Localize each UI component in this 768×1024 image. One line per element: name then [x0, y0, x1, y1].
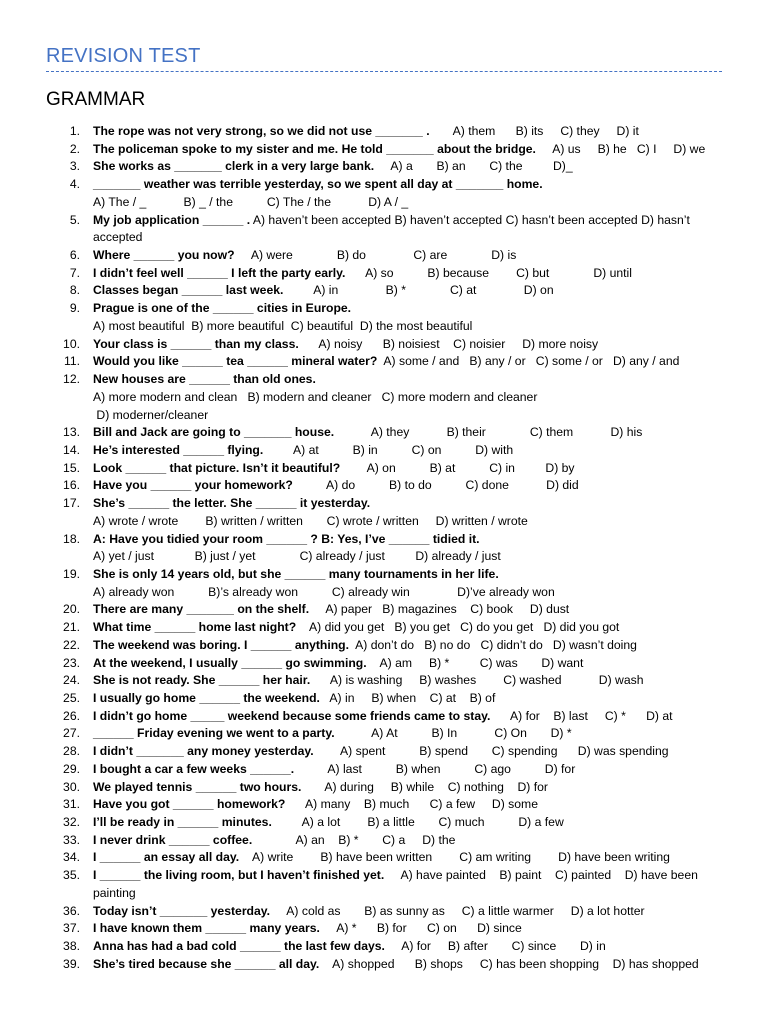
question-number: 19. — [63, 566, 80, 581]
answer-options: A) them B) its C) they D) it — [429, 124, 639, 138]
question-item — [0, 832, 768, 850]
answer-options: A) a lot B) a little C) much D) a few — [271, 815, 564, 830]
question-stem: I didn’t _______ any money yesterday. — [93, 744, 314, 759]
question-item — [0, 761, 768, 779]
question-number: 2. — [69, 141, 80, 156]
question-item — [0, 903, 768, 921]
answer-options: A) write B) have been written C) am writing D) have been writing — [239, 850, 670, 865]
question-text — [93, 672, 723, 690]
question-item — [0, 247, 768, 265]
question-list — [0, 123, 768, 974]
question-text — [93, 265, 723, 283]
question-text — [93, 176, 723, 211]
question-text — [93, 460, 723, 478]
question-stem: New houses are ______ than old ones. — [93, 372, 316, 387]
question-stem: I didn’t go home _____ weekend because some friends came to stay. — [93, 708, 491, 723]
question-number: 11. — [63, 354, 80, 369]
answer-options: A) some / and B) any / or C) some / or D) any / and — [377, 354, 680, 369]
question-number: 18. — [63, 531, 80, 546]
question-stem: Today isn’t _______ yesterday. — [93, 903, 271, 918]
question-text — [93, 477, 723, 495]
question-number: 27. — [63, 726, 80, 741]
question-text — [93, 158, 723, 176]
answer-options: A) for B) after C) since D) in — [384, 939, 606, 954]
answer-options: A) don’t do B) no do C) didn’t do D) wasn’t doing — [349, 637, 637, 652]
question-item — [0, 814, 768, 832]
question-stem: My job application ______ . — [93, 212, 251, 227]
question-text — [93, 938, 723, 956]
answer-options: A) is washing B) washes C) washed D) wash — [310, 673, 644, 688]
page-title: REVISION TEST — [46, 45, 201, 67]
question-number: 36. — [63, 903, 80, 918]
answer-options: A) noisy B) noisiest C) noisier D) more noisy — [298, 336, 599, 351]
question-item — [0, 212, 768, 247]
question-stem: The policeman spoke to my sister and me. He told _______ about the bridge. — [93, 141, 536, 156]
question-item — [0, 655, 768, 673]
answer-options: A) last B) when C) ago D) for — [294, 761, 576, 776]
question-item — [0, 477, 768, 495]
answer-options: A) they B) their C) them D) his — [334, 425, 643, 440]
question-text — [93, 247, 723, 265]
question-item — [0, 956, 768, 974]
question-number: 39. — [63, 956, 80, 971]
answer-options: A) more modern and clean B) modern and cleaner C) more modern and cleaner — [93, 389, 538, 404]
question-stem: I bought a car a few weeks ______. — [93, 761, 295, 776]
answer-options: A) spent B) spend C) spending D) was spending — [313, 744, 669, 759]
question-item — [0, 796, 768, 814]
answer-options: A) * B) for C) on D) since — [319, 921, 522, 936]
answer-options: A) yet / just B) just / yet C) already / just D) already / just — [93, 549, 501, 564]
question-text — [93, 424, 723, 442]
question-text — [93, 655, 723, 673]
question-stem: Would you like ______ tea ______ mineral water? — [93, 354, 378, 369]
question-item — [0, 353, 768, 371]
question-stem: Where ______ you now? — [93, 248, 235, 263]
question-stem: _______ weather was terrible yesterday, so we spent all day at _______ home. — [93, 177, 543, 192]
answer-options: A) haven’t been accepted B) haven’t accepted C) hasn’t been accepted D) hasn’t accepted — [93, 212, 694, 245]
question-stem: She’s tired because she ______ all day. — [93, 956, 320, 971]
answer-options: A) at B) in C) on D) with — [263, 442, 514, 457]
question-stem: What time ______ home last night? — [93, 620, 297, 635]
answer-options: A) do B) to do C) done D) did — [292, 478, 579, 493]
question-text — [93, 566, 723, 601]
answer-options: D) moderner/cleaner — [93, 407, 209, 422]
question-number: 31. — [63, 797, 80, 812]
question-number: 1. — [69, 124, 80, 138]
question-text — [93, 779, 723, 797]
question-item — [0, 743, 768, 761]
answer-options: A) during B) while C) nothing D) for — [301, 779, 548, 794]
question-number: 30. — [63, 779, 80, 794]
question-number: 38. — [63, 939, 80, 954]
question-item — [0, 849, 768, 867]
question-text — [93, 690, 723, 708]
question-number: 14. — [63, 442, 80, 457]
question-stem: Have you ______ your homework? — [93, 478, 293, 493]
question-item — [0, 867, 768, 902]
question-item — [0, 300, 768, 335]
question-number: 37. — [63, 921, 80, 936]
question-number: 3. — [69, 159, 80, 174]
question-stem: She’s ______ the letter. She ______ it yesterday. — [93, 496, 371, 511]
question-stem: I didn’t feel well ______ I left the party early. — [93, 265, 346, 280]
question-item — [0, 938, 768, 956]
question-item — [0, 141, 768, 159]
answer-options: A) an B) * C) a D) the — [252, 832, 456, 847]
question-stem: I ______ the living room, but I haven’t finished yet. — [93, 868, 385, 883]
question-item — [0, 495, 768, 530]
section-heading: GRAMMAR — [46, 89, 146, 110]
question-number: 24. — [63, 673, 80, 688]
question-item — [0, 265, 768, 283]
question-stem: The rope was not very strong, so we did not use _______ . — [93, 124, 430, 138]
question-number: 22. — [63, 637, 80, 652]
answer-options: A) a B) an C) the D)_ — [374, 159, 573, 174]
question-item — [0, 460, 768, 478]
answer-options: A) am B) * C) was D) want — [366, 655, 584, 670]
question-text — [93, 761, 723, 779]
answer-options: A) cold as B) as sunny as C) a little warmer D) a lot hotter — [270, 903, 645, 918]
question-text — [93, 743, 723, 761]
question-item — [0, 690, 768, 708]
question-text — [93, 619, 723, 637]
question-item — [0, 123, 768, 141]
question-number: 4. — [69, 177, 80, 192]
answer-options: A) At B) In C) On D) * — [334, 726, 572, 741]
question-text — [93, 353, 723, 371]
question-number: 6. — [69, 248, 80, 263]
question-text — [93, 531, 723, 566]
question-number: 8. — [69, 283, 80, 298]
question-text — [93, 956, 723, 974]
question-stem: Have you got ______ homework? — [93, 797, 286, 812]
question-number: 7. — [69, 265, 80, 280]
question-item — [0, 424, 768, 442]
question-stem: Prague is one of the ______ cities in Europe. — [93, 301, 352, 316]
question-stem: I ______ an essay all day. — [93, 850, 240, 865]
question-number: 33. — [63, 832, 80, 847]
question-text — [93, 371, 723, 424]
question-number: 32. — [63, 815, 80, 830]
question-stem: I’ll be ready in ______ minutes. — [93, 815, 272, 830]
answer-options: A) most beautiful B) more beautiful C) beautiful D) the most beautiful — [93, 318, 473, 333]
question-item — [0, 637, 768, 655]
question-text — [93, 920, 723, 938]
question-stem: I never drink ______ coffee. — [93, 832, 253, 847]
question-item — [0, 371, 768, 424]
question-item — [0, 442, 768, 460]
question-text — [93, 637, 723, 655]
question-number: 20. — [63, 602, 80, 617]
question-stem: She works as _______ clerk in a very large bank. — [93, 159, 375, 174]
question-item — [0, 725, 768, 743]
question-item — [0, 282, 768, 300]
answer-options: A) in B) * C) at D) on — [283, 283, 554, 298]
question-stem: She is only 14 years old, but she ______ many tournaments in her life. — [93, 566, 499, 581]
question-text — [93, 867, 723, 902]
answer-options: A) many B) much C) a few D) some — [285, 797, 538, 812]
question-text — [93, 708, 723, 726]
question-number: 13. — [63, 425, 80, 440]
question-stem: She is not ready. She ______ her hair. — [93, 673, 311, 688]
answer-options: A) paper B) magazines C) book D) dust — [309, 602, 570, 617]
question-item — [0, 619, 768, 637]
question-number: 26. — [63, 708, 80, 723]
question-stem: Anna has had a bad cold ______ the last few days. — [93, 939, 385, 954]
answer-options: A) The / _ B) _ / the C) The / the D) A / _ — [93, 194, 409, 209]
answer-options: A) were B) do C) are D) is — [234, 248, 517, 263]
title-divider — [46, 71, 722, 72]
question-item — [0, 176, 768, 211]
question-text — [93, 282, 723, 300]
question-item — [0, 672, 768, 690]
question-text — [93, 849, 723, 867]
answer-options: A) did you get B) you get C) do you get D) did you got — [296, 620, 620, 635]
question-stem: Your class is ______ than my class. — [93, 336, 299, 351]
answer-options: A) for B) last C) * D) at — [490, 708, 673, 723]
question-item — [0, 566, 768, 601]
question-number: 16. — [63, 478, 80, 493]
question-text — [93, 300, 723, 335]
question-number: 25. — [63, 691, 80, 705]
question-number: 35. — [63, 868, 80, 883]
question-stem: There are many _______ on the shelf. — [93, 602, 310, 617]
question-stem: I usually go home ______ the weekend. — [93, 691, 320, 705]
question-item — [0, 779, 768, 797]
answer-options: A) us B) he C) I D) we — [535, 141, 706, 156]
question-item — [0, 601, 768, 619]
question-stem: At the weekend, I usually ______ go swimming. — [93, 655, 367, 670]
question-number: 10. — [63, 336, 80, 351]
question-stem: Look ______ that picture. Isn’t it beautiful? — [93, 460, 341, 475]
question-number: 12. — [63, 372, 80, 387]
answer-options: A) already won B)’s already won C) already win D)’ve already won — [93, 584, 555, 599]
question-number: 9. — [69, 301, 80, 316]
question-number: 15. — [63, 460, 80, 475]
question-item — [0, 708, 768, 726]
question-stem: A: Have you tidied your room ______ ? B: Yes, I’ve ______ tidied it. — [93, 531, 480, 546]
question-item — [0, 336, 768, 354]
answer-options: A) have painted B) paint C) painted D) have been painting — [93, 868, 702, 900]
question-text — [93, 442, 723, 460]
answer-options: A) shopped B) shops C) has been shopping D) has shopped — [319, 956, 699, 971]
question-text — [93, 814, 723, 832]
question-number: 28. — [63, 744, 80, 759]
question-number: 29. — [63, 761, 80, 776]
answer-options: A) wrote / wrote B) written / written C) wrote / written D) written / wrote — [93, 513, 528, 528]
question-stem: We played tennis ______ two hours. — [93, 779, 302, 794]
question-number: 34. — [63, 850, 80, 865]
question-text — [93, 601, 723, 619]
question-stem: ______ Friday evening we went to a party. — [93, 726, 335, 741]
answer-options: A) so B) because C) but D) until — [345, 265, 632, 280]
question-number: 17. — [63, 496, 80, 511]
question-text — [93, 212, 723, 247]
question-stem: Classes began ______ last week. — [93, 283, 284, 298]
question-text — [93, 141, 723, 159]
question-stem: Bill and Jack are going to _______ house. — [93, 425, 335, 440]
question-item — [0, 920, 768, 938]
question-text — [93, 796, 723, 814]
question-text — [93, 725, 723, 743]
question-number: 21. — [63, 620, 80, 635]
question-number: 23. — [63, 655, 80, 670]
question-text — [93, 336, 723, 354]
question-item — [0, 158, 768, 176]
question-text — [93, 123, 723, 141]
answer-options: A) on B) at C) in D) by — [340, 460, 575, 475]
question-stem: I have known them ______ many years. — [93, 921, 320, 936]
question-text — [93, 495, 723, 530]
question-item — [0, 531, 768, 566]
question-number: 5. — [69, 212, 80, 227]
question-stem: He’s interested ______ flying. — [93, 442, 264, 457]
question-stem: The weekend was boring. I ______ anything. — [93, 637, 350, 652]
answer-options: A) in B) when C) at B) of — [319, 691, 496, 705]
question-text — [93, 832, 723, 850]
question-text — [93, 903, 723, 921]
